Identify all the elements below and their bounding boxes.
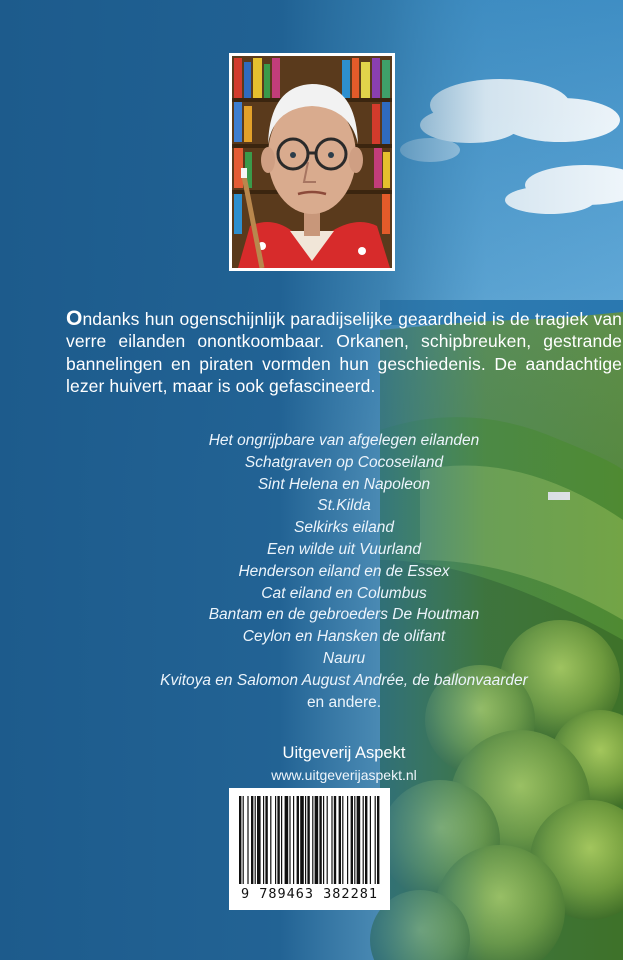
contents-item: St.Kilda <box>317 497 371 515</box>
author-portrait-painting <box>232 56 392 268</box>
contents-item: Selkirks eiland <box>294 519 394 537</box>
contents-item: Een wilde uit Vuurland <box>267 540 421 558</box>
contents-item-closing: en andere. <box>306 693 382 711</box>
contents-item: Het ongrijpbare van afgelegen eilanden <box>208 432 480 449</box>
isbn-number: 9 789463 382281 <box>241 886 378 902</box>
author-portrait <box>229 53 395 271</box>
barcode-bars <box>237 796 382 884</box>
contents-item: Kvitoya en Salomon August Andrée, de ballonvaarder <box>160 671 528 689</box>
contents-item: Henderson eiland en de Essex <box>238 562 450 580</box>
contents-item: Cat eiland en Columbus <box>261 584 427 602</box>
blurb-drop-cap: O <box>66 306 83 330</box>
contents-item: Ceylon en Hansken de olifant <box>242 628 446 646</box>
contents-item: Sint Helena en Napoleon <box>257 475 431 493</box>
publisher-website: www.uitgeverijaspekt.nl <box>271 767 417 783</box>
blurb-paragraph <box>66 308 622 398</box>
publisher-name: Uitgeverij Aspekt <box>282 744 406 762</box>
blurb-text: ndanks hun ogenschijnlijk paradijselijke geaardheid is de tragiek van verre eilanden onontkoombaar. Orkanen, schipbreuken, gestrande bannelingen en piraten vormden hun geschiedenis. De aandachtige lezer huivert, maar is ook gefascineerd. <box>66 308 622 396</box>
contents-item: Schatgraven op Cocoseiland <box>244 453 444 471</box>
contents-list <box>66 430 622 713</box>
contents-item: Bantam en de gebroeders De Houtman <box>208 606 480 624</box>
contents-item: Nauru <box>322 649 366 667</box>
isbn-barcode <box>229 788 390 910</box>
